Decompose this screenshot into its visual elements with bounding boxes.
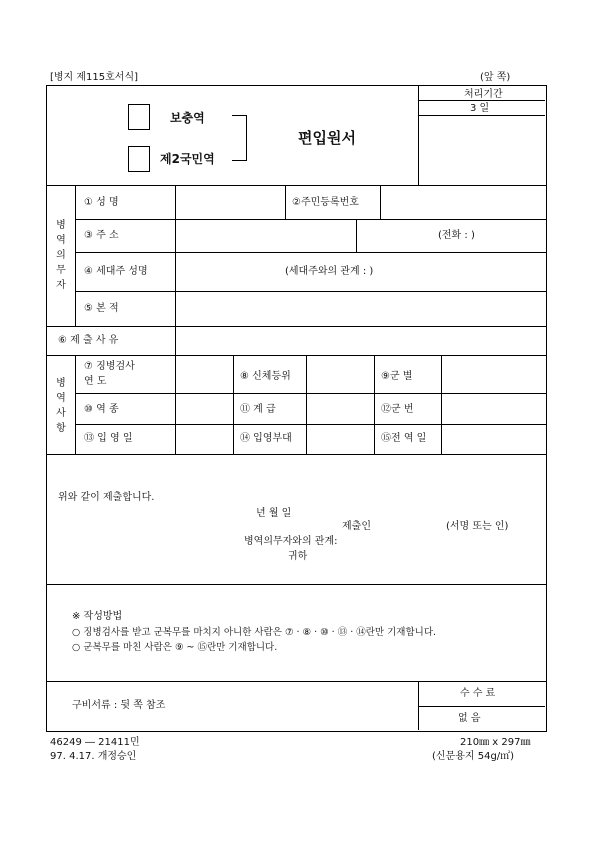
row-line (75, 393, 546, 394)
resident-number-field[interactable] (381, 186, 545, 218)
option-second-reserve-label: 제2국민역 (160, 152, 215, 166)
paper-type: (신문용지 54g/㎡) (432, 751, 515, 762)
section-military-duty-label: 병 역 의 무 자 (56, 220, 66, 291)
row-line (75, 424, 546, 425)
label-enlist-date: ⑬ 입 영 일 (84, 433, 133, 444)
submission-statement: 위와 같이 제출합니다. (58, 492, 155, 503)
row-line (46, 454, 546, 455)
form-title: 편입원서 (298, 129, 356, 147)
fee-value: 없 음 (458, 713, 481, 724)
period-line (418, 115, 545, 116)
label-physical-grade: ⑧ 신체등위 (240, 371, 291, 382)
approval-date: 97. 4.17. 개정승인 (50, 751, 137, 762)
title-bracket (232, 115, 247, 161)
page-side: (앞 쪽) (480, 72, 511, 83)
label-service-type: ⑩ 역 종 (84, 404, 119, 415)
section-military-record-label: 병 역 사 항 (56, 378, 66, 434)
row-line (46, 681, 546, 682)
processing-period-label: 처리기간 (464, 89, 503, 100)
form-number: [병지 제115호서식] (50, 72, 139, 83)
row-line (46, 584, 546, 585)
addressee: 귀하 (288, 551, 308, 562)
period-line (418, 100, 545, 101)
fee-label: 수 수 료 (460, 688, 496, 699)
row-line (75, 252, 546, 253)
checkbox-second-reserve[interactable] (128, 146, 150, 172)
label-service-number: ⑫군 번 (381, 404, 414, 415)
fee-line (418, 706, 545, 707)
processing-period-value: 3 일 (470, 103, 490, 114)
label-householder: ④ 세대주 성명 (84, 266, 148, 277)
paper-size: 210㎜ x 297㎜ (460, 737, 531, 748)
label-resident-number: ②주민등록번호 (292, 197, 359, 208)
col-line (75, 185, 76, 326)
label-exam-year-2: 연 도 (84, 376, 107, 387)
label-phone: (전화 : ) (438, 230, 475, 241)
label-discharge-date: ⑮전 역 일 (381, 433, 427, 444)
label-relation-to-duty: 병역의무자와의 관계: (244, 536, 338, 547)
label-name: ① 성 명 (84, 197, 119, 208)
label-enlist-unit: ⑭ 입영부대 (240, 433, 292, 444)
col-line (418, 681, 419, 730)
checkbox-supplementary[interactable] (128, 104, 150, 130)
submission-date: 년 월 일 (256, 508, 292, 519)
label-rank: ⑪ 계 급 (240, 404, 276, 415)
label-exam-year: ⑦ 징병검사 (84, 361, 135, 372)
col-line (285, 185, 286, 219)
row-line (46, 355, 546, 356)
label-submission-reason: ⑥ 제 출 사 유 (58, 335, 119, 346)
col-line (75, 355, 76, 454)
col-line (175, 355, 176, 454)
submission-reason-field[interactable] (176, 327, 545, 354)
col-line (441, 355, 442, 454)
instruction-line-1: ○ 징병검사를 받고 군복무를 마치지 아니한 사람은 ⑦ · ⑧ · ⑩ · ⑬ · ⑭란만 기재합니다. (72, 627, 437, 638)
label-domicile: ⑤ 본 적 (84, 303, 119, 314)
required-documents: 구비서류 : 뒷 쪽 참조 (72, 700, 166, 711)
address-field[interactable] (176, 220, 355, 251)
instruction-line-2: ○ 군복무를 마친 사람은 ⑨ ~ ⑮란만 기재합니다. (72, 642, 278, 653)
label-military-branch: ⑨군 별 (381, 371, 413, 382)
instructions-heading: ※ 작성방법 (72, 611, 123, 622)
name-field[interactable] (176, 186, 284, 218)
col-line (356, 219, 357, 252)
form-code: 46249 ― 21411민 (50, 737, 140, 748)
col-line (306, 355, 307, 454)
label-submitter: 제출인 (342, 521, 371, 532)
label-householder-relation: (세대주와의 관계 : ) (285, 266, 374, 277)
col-line (233, 355, 234, 454)
option-supplementary-label: 보충역 (170, 111, 205, 125)
label-address: ③ 주 소 (84, 230, 119, 241)
col-line (374, 355, 375, 454)
domicile-field[interactable] (176, 292, 545, 325)
signature-placeholder: (서명 또는 인) (446, 521, 509, 532)
